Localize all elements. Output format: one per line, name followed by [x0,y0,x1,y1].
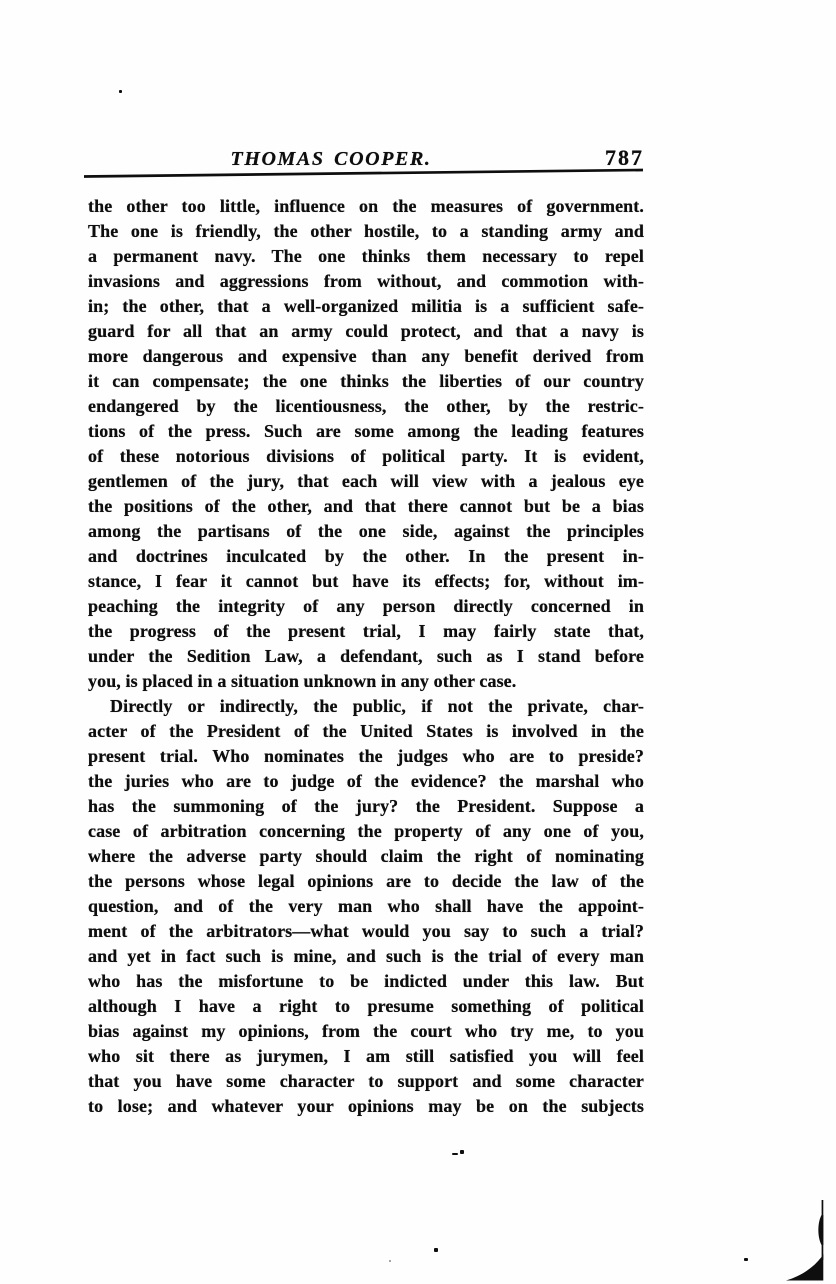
page-number: 787 [605,145,644,170]
text-line: and doctrines inculcated by the other. In the present in- [88,546,644,566]
text-line: of these notorious divisions of political party. It is evident, [88,446,644,466]
text-line: where the adverse party should claim the right of nominating [88,846,644,866]
text-line: present trial. Who nominates the judges who are to preside? [88,746,644,766]
corner-curl-artifact [786,1200,823,1281]
text-line: invasions and aggressions from without, and commotion with- [88,271,644,291]
ink-speck [434,1248,438,1252]
text-line: has the summoning of the jury? the President. Suppose a [88,796,644,816]
ink-speck [460,1150,464,1154]
text-line: the juries who are to judge of the evidence? the marshal who [88,771,644,791]
text-line: the positions of the other, and that there cannot but be a bias [88,496,644,516]
text-line: and yet in fact such is mine, and such is the trial of every man [88,946,644,966]
running-header [88,146,644,173]
text-line: ment of the arbitrators—what would you say to such a trial? [88,921,644,941]
text-line: it can compensate; the one thinks the liberties of our country [88,371,644,391]
text-line: gentlemen of the jury, that each will view with a jealous eye [88,471,644,491]
text-line: although I have a right to presume something of political [88,996,644,1016]
text-line: Directly or indirectly, the public, if not the private, char- [110,696,644,716]
text-line: more dangerous and expensive than any benefit derived from [88,346,644,366]
text-line: case of arbitration concerning the property of any one of you, [88,821,644,841]
text-line: you, is placed in a situation unknown in any other case. [88,671,517,691]
text-line: peaching the integrity of any person directly concerned in [88,596,644,616]
ink-speck [452,1153,458,1155]
text-line: guard for all that an army could protect, and that a navy is [88,321,644,341]
text-line: the progress of the present trial, I may fairly state that, [88,621,644,641]
header-title: THOMAS COOPER. [230,148,432,170]
text-line: the persons whose legal opinions are to decide the law of the [88,871,644,891]
text-line: bias against my opinions, from the court who try me, to you [88,1021,644,1041]
text-line: in; the other, that a well-organized militia is a sufficient safe- [88,296,644,316]
ink-speck [744,1258,748,1261]
text-line: a permanent navy. The one thinks them necessary to repel [88,246,644,266]
page-body [88,194,644,1119]
ink-speck [119,90,122,93]
text-line: tions of the press. Such are some among the leading features [88,421,644,441]
text-line: endangered by the licentiousness, the other, by the restric- [88,396,644,416]
text-line: The one is friendly, the other hostile, to a standing army and [88,221,644,241]
ink-speck [389,1260,391,1262]
text-line: to lose; and whatever your opinions may be on the subjects [88,1096,644,1116]
text-line: who sit there as jurymen, I am still satisfied you will feel [88,1046,644,1066]
text-line: among the partisans of the one side, against the principles [88,521,644,541]
text-line: acter of the President of the United States is involved in the [88,721,644,741]
text-line: that you have some character to support and some character [88,1071,644,1091]
text-line: the other too little, influence on the measures of government. [88,196,644,216]
text-line: stance, I fear it cannot but have its effects; for, without im- [88,571,644,591]
text-line: question, and of the very man who shall have the appoint- [88,896,644,916]
text-line: who has the misfortune to be indicted under this law. But [88,971,644,991]
text-line: under the Sedition Law, a defendant, such as I stand before [88,646,644,666]
